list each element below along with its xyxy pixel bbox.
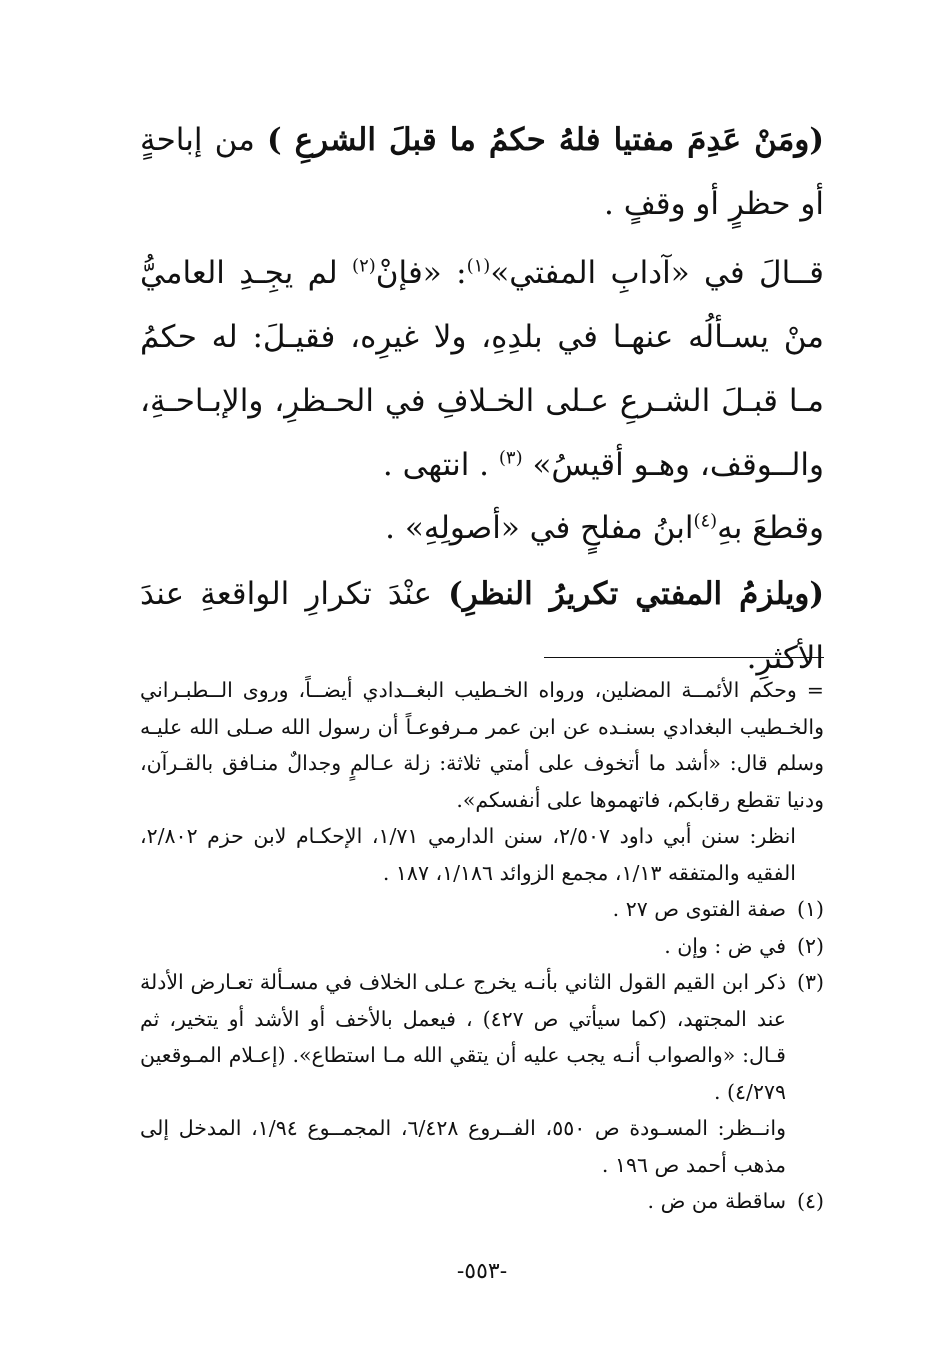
footnote-number: (٣) xyxy=(796,970,824,994)
footnote-number: (١) xyxy=(796,897,824,921)
footnote-continuation: = وحكم الأئمــة المضلين، ورواه الخـطيب البغــدادي أيضــاً، وروى الــطبـراني والخـطيب البغدادي بسنـده عن ابن عمر مـرفوعـاً أن رسول الله صـلى الله عليـه وسلم قال: «أشد ما أتخوف على أمتي ثلاثة: زلة عـالمٍ وجدالٌ منـافق بالقـرآن، ودنيا تقطع رقابكم، فاتهموها على أنفسكم». xyxy=(140,678,824,812)
footnote-ref[interactable]: (٣) xyxy=(498,447,523,469)
paragraph-1 xyxy=(140,108,824,236)
matn-text: (ويلزمُ المفتي تكريرُ النظرِ) xyxy=(448,576,824,612)
footnote-3-refs: وانــظر: المسـودة ص ٥٥٠، الفــروع ٦/٤٢٨، المجمــوع ١/٩٤، المدخل إلى مذهب أحمد ص ١٩٦ . xyxy=(140,1116,786,1177)
paragraph-3 xyxy=(140,496,824,560)
commentary-text: قــالَ في «آدابِ المفتي» xyxy=(490,255,824,291)
commentary-text: وقطعَ بهِ xyxy=(717,510,824,546)
commentary-text: : «فإنْ xyxy=(375,255,467,291)
footnote-ref[interactable]: (٤) xyxy=(693,510,718,532)
footnote-1 xyxy=(140,891,824,928)
matn-text: (ومَنْ عَدِمَ مفتيا فلهُ حكمُ ما قبلَ الشرعِ ) xyxy=(266,122,824,158)
footnote-divider xyxy=(544,657,824,658)
footnote-3 xyxy=(140,964,824,1110)
footnote-2 xyxy=(140,928,824,965)
footnote-continuation-refs: انظر: سنن أبي داود ٢/٥٠٧، سنن الدارمي ١/٧١، الإحكـام لابن حزم ٢/٨٠٢، الفقيه والمتفقه ١/١٣، مجمع الزوائد ١/١٨٦، ١٨٧ . xyxy=(140,824,796,885)
footnote-4 xyxy=(140,1183,824,1220)
page-number: -٥٥٣- xyxy=(456,1259,508,1284)
footnote-number: (٢) xyxy=(796,933,824,958)
paragraph-2 xyxy=(140,241,824,497)
footnote-text: في ض : وإن . xyxy=(664,933,786,958)
footnote-text: ساقطة من ض . xyxy=(647,1189,786,1213)
commentary-text: ابنُ مفلحٍ في «أصولِهِ» . xyxy=(385,510,694,546)
footnotes xyxy=(140,672,824,1220)
commentary-text: لم يجِـدِ العاميُّ منْ يسـألُه عنهـا في بلدِهِ، ولا غيرِه، فقيـلَ: له حكمُ مـا قبـلَ الشـرعِ عـلى الخـلافِ في الحـظرِ، والإبـاحـةِ، والــوقف، وهـو أقيسُ» xyxy=(140,255,824,483)
paragraph-4 xyxy=(140,562,824,690)
footnote-text: صفة الفتوى ص ٢٧ . xyxy=(612,897,786,921)
commentary-text: من إباحةٍ أو حظرٍ أو وقفٍ . xyxy=(140,122,824,222)
commentary-text: . انتهى . xyxy=(382,447,499,483)
footnote-ref[interactable]: (١) xyxy=(466,255,491,277)
commentary-text: عنْدَ تكرارِ الواقعةِ عندَ الأكثرِ. xyxy=(140,576,824,676)
document-page xyxy=(140,0,824,1369)
footnote-ref[interactable]: (٢) xyxy=(352,255,376,277)
footnote-number: (٤) xyxy=(796,1189,824,1213)
footnote-text: ذكر ابن القيم القول الثاني بأنـه يخرج عـلى الخلاف في مسـألة تعـارض الأدلة عند المجتهد، (كما سيأتي ص ٤٢٧) ، فيعمل بالأخف أو الأشد أو يتخير، ثم قـال: «والصواب أنـه يجب عليه أن يتقي الله مـا استطاع». (إعـلام المـوقعين ٤/٢٧٩) . xyxy=(140,970,786,1104)
